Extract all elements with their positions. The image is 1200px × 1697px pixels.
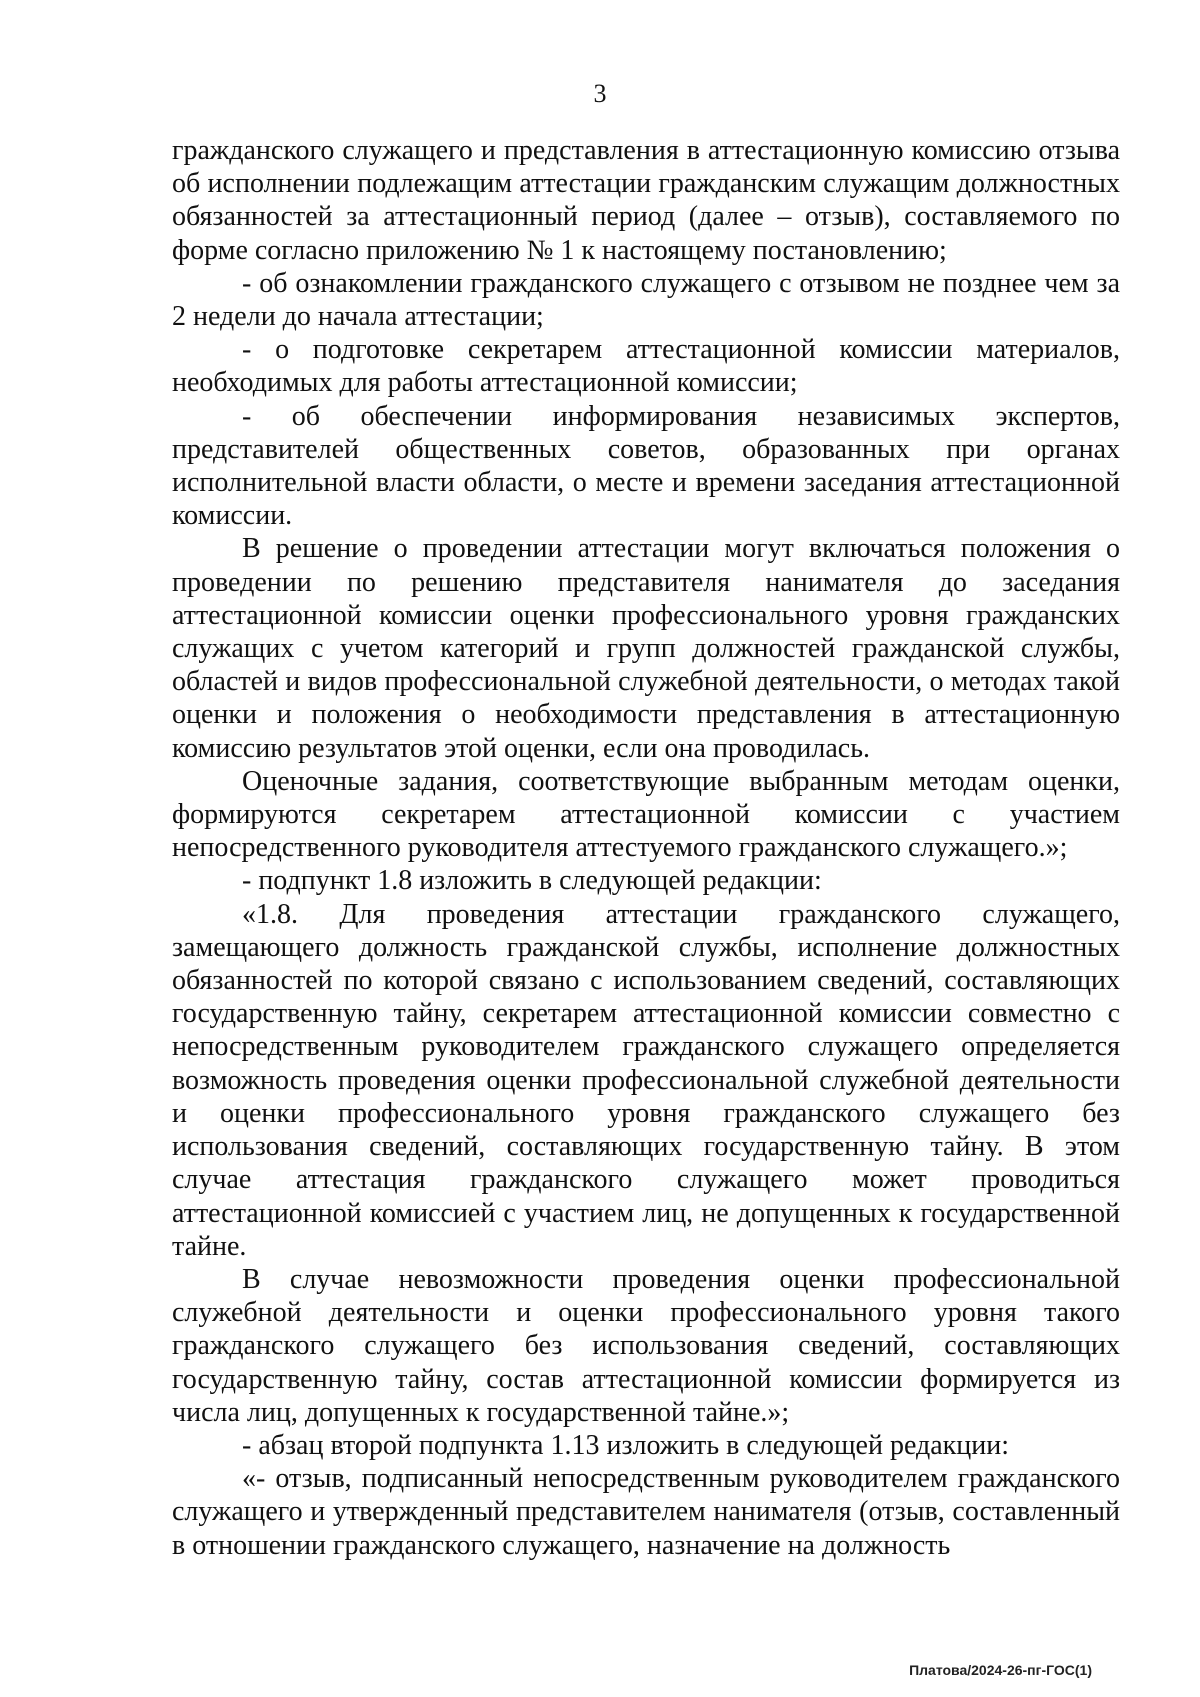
paragraph-review: «- отзыв, подписанный непосредственным руководителем гражданского служащего и утвержденный представителем нанимателя (отзыв, составленный в отношении гражданского служащего, назначение на должность bbox=[172, 1463, 1120, 1561]
paragraph-informing: - об обеспечении информирования независимых экспертов, представителей общественных советов, образованных при органах исполнительной власти области, о месте и времени заседания аттестационной комиссии. bbox=[172, 400, 1120, 532]
document-body bbox=[172, 134, 1120, 1562]
paragraph-assessment-tasks: Оценочные задания, соответствующие выбранным методам оценки, формируются секретарем аттестационной комиссии с участием непосредственного руководителя аттестуемого гражданского служащего.»; bbox=[172, 765, 1120, 864]
paragraph-familiarization: - об ознакомлении гражданского служащего с отзывом не позднее чем за 2 недели до начала аттестации; bbox=[172, 267, 1120, 333]
paragraph-decision: В решение о проведении аттестации могут включаться положения о проведении по решению представителя нанимателя до заседания аттестационной комиссии оценки профессионального уровня гражданских служащих с учетом категорий и групп должностей гражданской службы, областей и видов профессиональной служебной деятельности, о методах такой оценки и положения о необходимости представления в аттестационную комиссию результатов этой оценки, если она проводилась. bbox=[172, 533, 1120, 764]
paragraph-impossibility-case: В случае невозможности проведения оценки профессиональной служебной деятельности и оценки профессионального уровня такого гражданского служащего без использования сведений, составляющих государственную тайну, состав аттестационной комиссии формируется из числа лиц, допущенных к государственной тайне.»; bbox=[172, 1263, 1120, 1428]
footer-document-code: Платова/2024-26-пг-ГОС(1) bbox=[909, 1662, 1092, 1678]
paragraph-subpoint-1-8-intro: - подпункт 1.8 изложить в следующей редакции: bbox=[242, 865, 822, 897]
paragraph-subpoint-1-8: «1.8. Для проведения аттестации гражданского служащего, замещающего должность гражданской службы, исполнение должностных обязанностей по которой связано с использованием сведений, составляющих государственную тайну, секретарем аттестационной комиссии совместно с непосредственным руководителем гражданского служащего определяется возможность проведения оценки профессиональной служебной деятельности и оценки профессионального уровня гражданского служащего без использования сведений, составляющих государственную тайну. В этом случае аттестация гражданского служащего может проводиться аттестационной комиссией с участием лиц, не допущенных к государственной тайне. bbox=[172, 898, 1120, 1262]
paragraph-continuation: гражданского служащего и представления в аттестационную комиссию отзыва об исполнении подлежащим аттестации гражданским служащим должностных обязанностей за аттестационный период (далее – отзыв), составляемого по форме согласно приложению № 1 к настоящему постановлению; bbox=[172, 135, 1120, 266]
paragraph-materials: - о подготовке секретарем аттестационной комиссии материалов, необходимых для работы аттестационной комиссии; bbox=[172, 334, 1120, 399]
paragraph-subpoint-1-13-intro: - абзац второй подпункта 1.13 изложить в следующей редакции: bbox=[242, 1429, 1010, 1461]
page-number: 3 bbox=[593, 79, 607, 108]
